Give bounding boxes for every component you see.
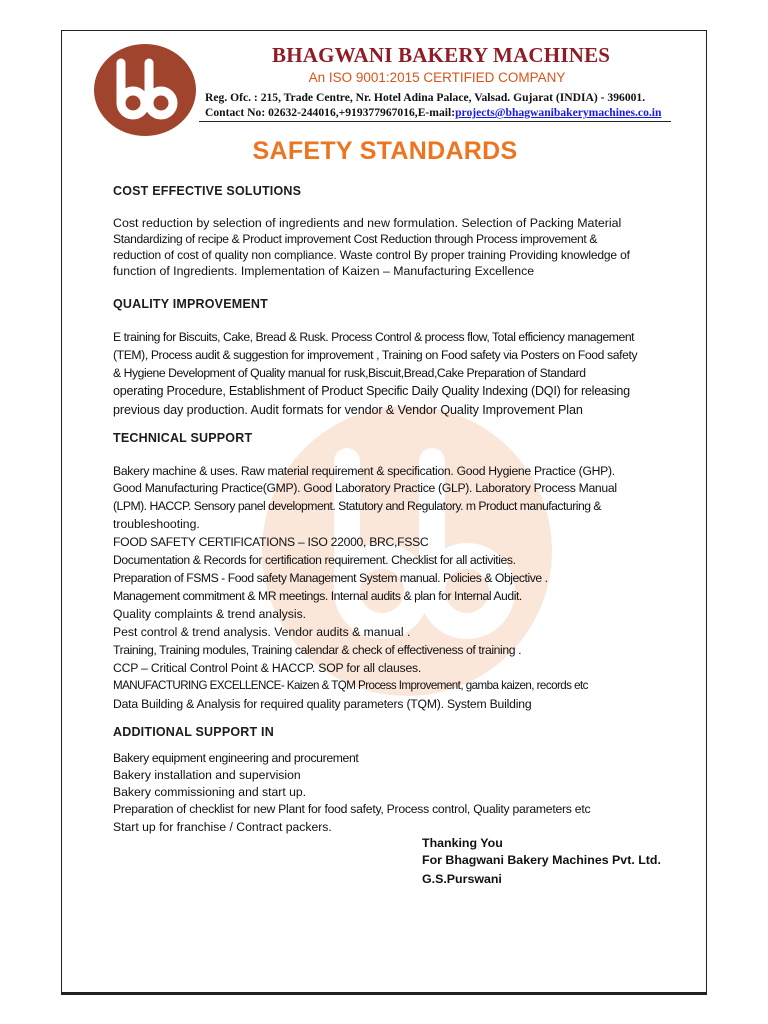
- body-line: Training, Training modules, Training calendar & check of effectiveness of training .: [113, 643, 522, 657]
- body-line: previous day production. Audit formats for vendor & Vendor Quality Improvement Plan: [113, 403, 583, 417]
- body-line: & Hygiene Development of Quality manual for rusk,Biscuit,Bread,Cake Preparation of Standard: [113, 366, 586, 380]
- body-line: Standardizing of recipe & Product improvement Cost Reduction through Process improvement &: [113, 232, 598, 246]
- iso-certification: An ISO 9001:2015 CERTIFIED COMPANY: [308, 70, 566, 85]
- email-link[interactable]: projects@bhagwanibakerymachines.co.in: [455, 106, 662, 119]
- body-line: Cost reduction by selection of ingredients and new formulation. Selection of Packing Material: [113, 216, 622, 230]
- body-line: Start up for franchise / Contract packers.: [113, 820, 332, 834]
- contact-numbers: Contact No: 02632-244016,+919377967016,E-mail:: [205, 106, 456, 119]
- page-title: SAFETY STANDARDS: [252, 137, 518, 165]
- body-line: Data Building & Analysis for required quality parameters (TQM). System Building: [113, 697, 532, 711]
- section-heading-additional: ADDITIONAL SUPPORT IN: [113, 725, 274, 739]
- body-line: Preparation of FSMS - Food safety Management System manual. Policies & Objective .: [113, 571, 548, 585]
- section-heading-technical: TECHNICAL SUPPORT: [113, 431, 253, 445]
- body-line: reduction of cost of quality non compliance. Waste control By proper training Providing knowledge of: [113, 248, 630, 262]
- company-logo-icon: [93, 43, 197, 137]
- body-line: Documentation & Records for certification requirement. Checklist for all activities.: [113, 553, 516, 567]
- signature-name: G.S.Purswani: [422, 872, 502, 886]
- body-line: CCP – Critical Control Point & HACCP. SOP for all clauses.: [113, 661, 422, 675]
- body-line: Management commitment & MR meetings. Internal audits & plan for Internal Audit.: [113, 589, 522, 603]
- body-line: Bakery equipment engineering and procurement: [113, 751, 359, 765]
- body-line: Bakery machine & uses. Raw material requirement & specification. Good Hygiene Practice (GHP).: [113, 464, 615, 478]
- contact-line: [205, 106, 661, 119]
- body-line: troubleshooting.: [113, 517, 200, 531]
- body-line: Bakery installation and supervision: [113, 768, 301, 782]
- body-line: (TEM), Process audit & suggestion for improvement , Training on Food safety via Posters on Food safety: [113, 348, 638, 362]
- company-name: BHAGWANI BAKERY MACHINES: [272, 43, 611, 67]
- body-line: Pest control & trend analysis. Vendor audits & manual .: [113, 625, 411, 639]
- body-line: function of Ingredients. Implementation of Kaizen – Manufacturing Excellence: [113, 264, 535, 278]
- body-line: Good Manufacturing Practice(GMP). Good Laboratory Practice (GLP). Laboratory Process Manual: [113, 481, 617, 495]
- bottom-rule: [61, 993, 707, 995]
- section-heading-cost: COST EFFECTIVE SOLUTIONS: [113, 184, 302, 198]
- registered-address: Reg. Ofc. : 215, Trade Centre, Nr. Hotel Adina Palace, Valsad. Gujarat (INDIA) - 396001.: [205, 91, 646, 104]
- document-page: [61, 30, 707, 993]
- body-line: Preparation of checklist for new Plant for food safety, Process control, Quality parameters etc: [113, 802, 591, 816]
- signature-company: For Bhagwani Bakery Machines Pvt. Ltd.: [422, 853, 661, 867]
- body-line: operating Procedure, Establishment of Product Specific Daily Quality Indexing (DQI) for releasing: [113, 384, 630, 398]
- header-divider: [199, 121, 671, 122]
- body-line: E training for Biscuits, Cake, Bread & Rusk. Process Control & process flow, Total efficiency management: [113, 330, 635, 344]
- body-line: MANUFACTURING EXCELLENCE- Kaizen & TQM Process Improvement, gamba kaizen, records etc: [113, 679, 588, 692]
- section-heading-quality: QUALITY IMPROVEMENT: [113, 297, 268, 311]
- closing-text: Thanking You: [422, 836, 503, 850]
- body-line: Quality complaints & trend analysis.: [113, 607, 307, 621]
- body-line: FOOD SAFETY CERTIFICATIONS – ISO 22000, BRC,FSSC: [113, 535, 429, 549]
- body-line: (LPM). HACCP. Sensory panel development. Statutory and Regulatory. m Product manufacturing &: [113, 499, 602, 513]
- body-line: Bakery commissioning and start up.: [113, 785, 307, 799]
